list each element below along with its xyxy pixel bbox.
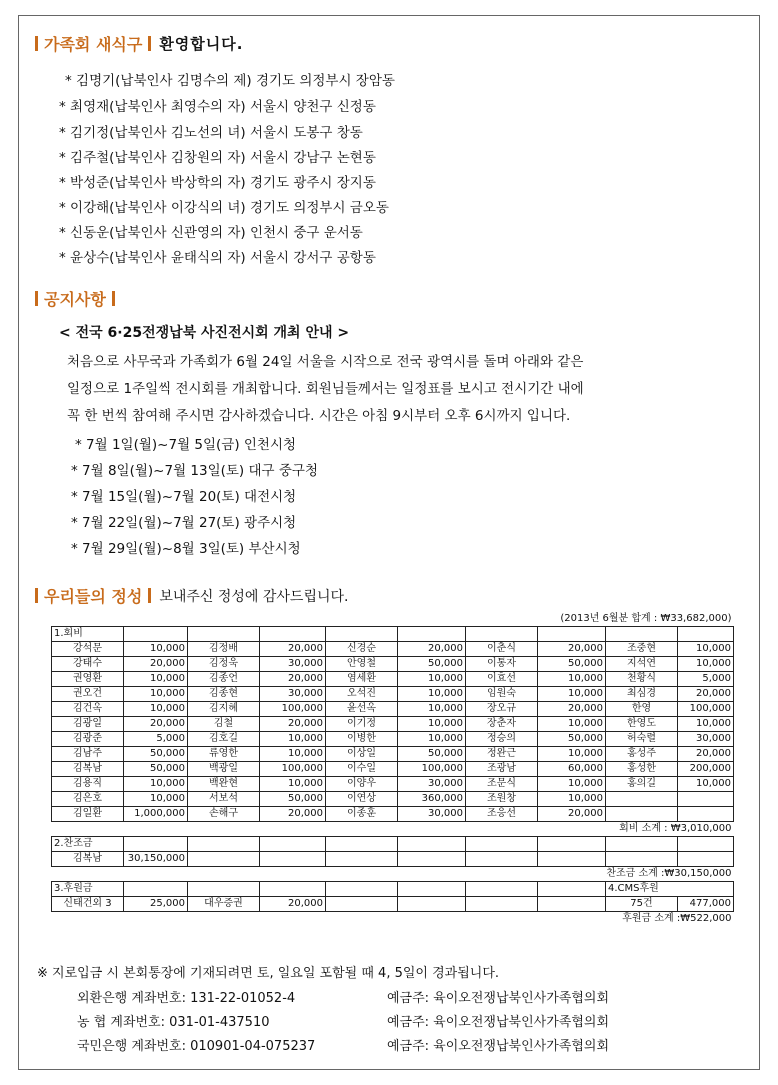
- donor-name: 김종언: [188, 672, 260, 687]
- support-label: 3.후원금: [52, 882, 124, 897]
- donor-amount: 10,000: [260, 732, 326, 747]
- donor-amount: [678, 792, 734, 807]
- bank-account: 농 협 계좌번호: 031-01-437510: [77, 1015, 270, 1030]
- donor-name: 김일환: [52, 807, 124, 822]
- donor-amount: 10,000: [124, 642, 188, 657]
- donor-row: [52, 777, 734, 792]
- donor-amount: 30,150,000: [124, 852, 188, 867]
- grant-subtotal: 찬조금 소계 :₩30,150,000: [52, 867, 734, 882]
- donor-name: 김정배: [188, 642, 260, 657]
- account-holder: 예금주: 육이오전쟁납북인사가족협의회: [387, 1039, 609, 1054]
- donor-amount: 10,000: [124, 792, 188, 807]
- support-subtotal: 후원금 소계 :₩522,000: [52, 912, 734, 927]
- donor-name: 권오건: [52, 687, 124, 702]
- donor-amount: 10,000: [678, 717, 734, 732]
- donor-name: 이종훈: [326, 807, 398, 822]
- donor-row: [52, 717, 734, 732]
- donor-name: 천황식: [606, 672, 678, 687]
- donor-name: 조원창: [466, 792, 538, 807]
- donor-name: 최심경: [606, 687, 678, 702]
- donor-amount: 30,000: [398, 777, 466, 792]
- donor-name: 강태수: [52, 657, 124, 672]
- membership-subtotal: 회비 소계 : ₩3,010,000: [52, 822, 734, 837]
- donor-name: 김철: [188, 717, 260, 732]
- donor-name: 김남주: [52, 747, 124, 762]
- donor-amount: 50,000: [398, 657, 466, 672]
- member-line: * 최영재(납북인사 최영수의 자) 서울시 양천구 신정동: [59, 99, 376, 115]
- donor-amount: 20,000: [260, 672, 326, 687]
- donor-name: 정승의: [466, 732, 538, 747]
- notice-line: 꼭 한 번씩 참여해 주시면 감사하겠습니다. 시간은 아침 9시부터 오후 6시까지 입니다.: [67, 408, 571, 424]
- notice-line: 처음으로 사무국과 가족회가 6월 24일 서울을 시작으로 전국 광역시를 돌며 아래와 같은: [67, 354, 584, 370]
- donor-name: 김광준: [52, 732, 124, 747]
- donor-amount: 10,000: [398, 702, 466, 717]
- donor-name: 윤선옥: [326, 702, 398, 717]
- donor-name: 정완근: [466, 747, 538, 762]
- donor-name: 김호길: [188, 732, 260, 747]
- schedule-item: * 7월 22일(월)~7월 27(토) 광주시청: [71, 515, 297, 531]
- donor-amount: 50,000: [538, 657, 606, 672]
- donations-subtitle: 보내주신 정성에 감사드립니다.: [159, 588, 349, 605]
- donor-amount: 5,000: [124, 732, 188, 747]
- donor-amount: 10,000: [398, 717, 466, 732]
- donor-amount: 10,000: [538, 747, 606, 762]
- member-line: * 김주철(납북인사 김창원의 자) 서울시 강남구 논현동: [59, 150, 376, 166]
- donor-amount: 20,000: [260, 717, 326, 732]
- donor-amount: 100,000: [260, 762, 326, 777]
- donor-name: 이양우: [326, 777, 398, 792]
- donor-name: 김광일: [52, 717, 124, 732]
- member-line: * 이강해(납북인사 이강식의 녀) 경기도 의정부시 금오동: [59, 200, 389, 216]
- donor-row: [52, 792, 734, 807]
- donor-amount: 20,000: [260, 642, 326, 657]
- cms-count: 75건: [606, 897, 678, 912]
- donor-name: 김정욱: [188, 657, 260, 672]
- donor-row: [52, 762, 734, 777]
- donor-name: 임원숙: [466, 687, 538, 702]
- donor-amount: 100,000: [398, 762, 466, 777]
- grant-row: [52, 852, 734, 867]
- bank-account: 국민은행 계좌번호: 010901-04-075237: [77, 1039, 316, 1054]
- donor-row: [52, 687, 734, 702]
- member-line: * 김기정(납북인사 김노선의 녀) 서울시 도봉구 창동: [59, 125, 363, 141]
- account-holder: 예금주: 육이오전쟁납북인사가족협의회: [387, 991, 609, 1006]
- donor-name: 허숙렬: [606, 732, 678, 747]
- donor-name: 강석문: [52, 642, 124, 657]
- donor-name: 안영철: [326, 657, 398, 672]
- donor-amount: 10,000: [398, 687, 466, 702]
- donor-name: 대우증권: [188, 897, 260, 912]
- donor-name: 김지혜: [188, 702, 260, 717]
- section-heading-donations: 우리들의 정성: [44, 587, 143, 606]
- donor-name: 지석연: [606, 657, 678, 672]
- donor-rows: [52, 642, 734, 822]
- donor-row: [52, 702, 734, 717]
- donor-name: 이상일: [326, 747, 398, 762]
- monthly-total: (2013년 6월분 합계 : ₩33,682,000): [52, 612, 734, 627]
- donor-name: 조광남: [466, 762, 538, 777]
- donor-amount: 10,000: [538, 792, 606, 807]
- donor-name: 홍의길: [606, 777, 678, 792]
- donor-name: [606, 792, 678, 807]
- notice-title: < 전국 6·25전쟁납북 사진전시회 개최 안내 >: [59, 325, 350, 341]
- donor-name: 홍성한: [606, 762, 678, 777]
- donor-row: [52, 732, 734, 747]
- donor-amount: 10,000: [678, 777, 734, 792]
- donor-amount: 20,000: [678, 687, 734, 702]
- donor-name: 신경순: [326, 642, 398, 657]
- donor-amount: 25,000: [124, 897, 188, 912]
- member-line: * 김명기(납북인사 김명수의 제) 경기도 의정부시 장암동: [65, 73, 395, 89]
- donor-amount: 5,000: [678, 672, 734, 687]
- donor-name: 권영환: [52, 672, 124, 687]
- donor-name: 이통자: [466, 657, 538, 672]
- donor-name: 장오규: [466, 702, 538, 717]
- donor-name: 염세환: [326, 672, 398, 687]
- schedule-item: * 7월 29일(월)~8월 3일(토) 부산시청: [71, 541, 301, 557]
- support-label-row: [52, 882, 734, 897]
- donor-amount: 100,000: [260, 702, 326, 717]
- donor-row: [52, 672, 734, 687]
- support-subtotal-row: [52, 912, 734, 927]
- donor-name: 김용직: [52, 777, 124, 792]
- newsletter-page: [18, 15, 760, 1070]
- donor-name: 장춘자: [466, 717, 538, 732]
- welcome-text: 환영합니다.: [159, 35, 244, 53]
- donor-row: [52, 642, 734, 657]
- support-row: [52, 897, 734, 912]
- giro-note: ※ 지로입금 시 본회통장에 기재되려면 토, 일요일 포함될 때 4, 5일이 경과됩니다.: [37, 966, 500, 981]
- donor-amount: 30,000: [260, 657, 326, 672]
- donor-amount: 10,000: [678, 657, 734, 672]
- donor-amount: 20,000: [678, 747, 734, 762]
- donor-amount: 30,000: [260, 687, 326, 702]
- donor-name: 김종현: [188, 687, 260, 702]
- donor-name: 이수일: [326, 762, 398, 777]
- donor-amount: 10,000: [260, 747, 326, 762]
- donor-name: [606, 807, 678, 822]
- member-line: * 신동운(납북인사 신관영의 자) 인천시 중구 운서동: [59, 225, 363, 241]
- donor-name: 김은호: [52, 792, 124, 807]
- donor-amount: 50,000: [124, 747, 188, 762]
- donor-amount: 10,000: [124, 687, 188, 702]
- donor-amount: 20,000: [260, 807, 326, 822]
- donor-name: 류영한: [188, 747, 260, 762]
- donor-name: 신태건외 3: [52, 897, 124, 912]
- section-heading-notice: 공지사항: [44, 290, 106, 309]
- membership-label-row: [52, 627, 734, 642]
- heading-bar-left: [35, 291, 38, 306]
- donor-name: 이효선: [466, 672, 538, 687]
- donor-amount: 10,000: [124, 777, 188, 792]
- donor-amount: 30,000: [398, 807, 466, 822]
- schedule-item: * 7월 1일(월)~7월 5일(금) 인천시청: [75, 437, 297, 453]
- membership-subtotal-row: [52, 822, 734, 837]
- donor-name: 김복남: [52, 852, 124, 867]
- donor-amount: 50,000: [260, 792, 326, 807]
- heading-bar-left: [35, 36, 38, 51]
- donor-name: 이기정: [326, 717, 398, 732]
- donor-amount: 10,000: [678, 642, 734, 657]
- summary-row: [52, 612, 734, 627]
- section-notice-header: [35, 287, 115, 310]
- section-heading-new-members: 가족회 새식구: [44, 35, 143, 54]
- donor-row: [52, 807, 734, 822]
- cms-amount: 477,000: [678, 897, 734, 912]
- donor-name: 백광일: [188, 762, 260, 777]
- cms-label: 4.CMS후원: [606, 882, 734, 897]
- grant-subtotal-row: [52, 867, 734, 882]
- notice-paragraph: [67, 349, 757, 430]
- donor-amount: 50,000: [398, 747, 466, 762]
- donor-name: 한영: [606, 702, 678, 717]
- donor-amount: 50,000: [538, 732, 606, 747]
- heading-bar-right: [112, 291, 115, 306]
- donor-amount: 10,000: [124, 702, 188, 717]
- section-donations-header: [35, 584, 348, 607]
- heading-bar-left: [35, 588, 38, 603]
- donor-amount: 10,000: [398, 672, 466, 687]
- donor-amount: 20,000: [124, 657, 188, 672]
- donor-name: 오석진: [326, 687, 398, 702]
- donor-amount: 10,000: [538, 672, 606, 687]
- donor-name: 김복남: [52, 762, 124, 777]
- donor-name: 홍성주: [606, 747, 678, 762]
- donor-row: [52, 747, 734, 762]
- donor-amount: 20,000: [538, 702, 606, 717]
- donor-name: 조문식: [466, 777, 538, 792]
- donor-name: 김건옥: [52, 702, 124, 717]
- donor-amount: 100,000: [678, 702, 734, 717]
- donor-name: 서보석: [188, 792, 260, 807]
- donor-amount: 60,000: [538, 762, 606, 777]
- donor-amount: 20,000: [538, 807, 606, 822]
- schedule-item: * 7월 8일(월)~7월 13일(토) 대구 중구청: [71, 463, 318, 479]
- donor-amount: 10,000: [538, 777, 606, 792]
- heading-bar-right: [148, 36, 151, 51]
- donor-row: [52, 657, 734, 672]
- donor-amount: 10,000: [398, 732, 466, 747]
- donor-name: 이춘식: [466, 642, 538, 657]
- donor-name: 백완현: [188, 777, 260, 792]
- donor-amount: 30,000: [678, 732, 734, 747]
- donor-amount: 10,000: [538, 717, 606, 732]
- donor-name: 손해구: [188, 807, 260, 822]
- donor-amount: 1,000,000: [124, 807, 188, 822]
- donations-table: [51, 612, 734, 926]
- member-line: * 박성준(납북인사 박상학의 자) 경기도 광주시 장지동: [59, 175, 376, 191]
- bank-account: 외환은행 계좌번호: 131-22-01052-4: [77, 991, 296, 1006]
- donor-amount: 200,000: [678, 762, 734, 777]
- member-line: * 윤상수(납북인사 윤태식의 자) 서울시 강서구 공항동: [59, 250, 376, 266]
- donor-name: 조중현: [606, 642, 678, 657]
- donor-amount: 20,000: [260, 897, 326, 912]
- donor-amount: 10,000: [538, 687, 606, 702]
- heading-bar-right: [148, 588, 151, 603]
- grant-label-row: [52, 837, 734, 852]
- donor-amount: [678, 807, 734, 822]
- membership-label: 1.회비: [52, 627, 124, 642]
- grant-label: 2.찬조금: [52, 837, 124, 852]
- donor-amount: 20,000: [538, 642, 606, 657]
- donor-amount: 360,000: [398, 792, 466, 807]
- donor-amount: 10,000: [124, 672, 188, 687]
- donor-amount: 20,000: [124, 717, 188, 732]
- donor-amount: 20,000: [398, 642, 466, 657]
- account-holder: 예금주: 육이오전쟁납북인사가족협의회: [387, 1015, 609, 1030]
- donor-name: 이병한: [326, 732, 398, 747]
- donor-name: 이연상: [326, 792, 398, 807]
- donor-name: 한영도: [606, 717, 678, 732]
- donor-amount: 10,000: [260, 777, 326, 792]
- donor-name: 조응선: [466, 807, 538, 822]
- donor-amount: 50,000: [124, 762, 188, 777]
- section-new-members-header: [35, 32, 243, 55]
- schedule-item: * 7월 15일(월)~7월 20(토) 대전시청: [71, 489, 297, 505]
- notice-line: 일정으로 1주일씩 전시회를 개최합니다. 회원님들께서는 일정표를 보시고 전시기간 내에: [67, 381, 584, 397]
